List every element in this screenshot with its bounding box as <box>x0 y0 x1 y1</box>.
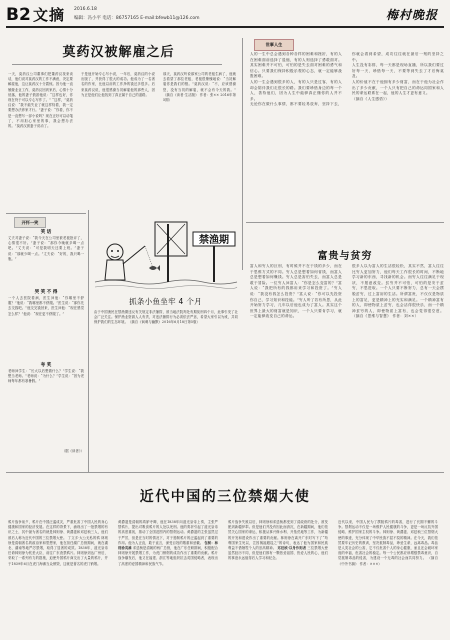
joke-text: 一个人去医院看病，医生问他：“你哪里不舒服？”他说：“我哪里都不舒服。”医生说：“那你先去交钱吧。”他交完钱回来，医生问他：“现在感觉怎么样？”他说：“现在更不舒服了。” <box>8 296 84 316</box>
paragraph: 近代以来，中国人民为了摆脱鸦片的毒害，进行了长期不懈的斗争。禁烟运动不仅是一场维护人民健康的斗争，更是一场反抗外国侵略、维护国家主权的斗争。林则徐、黄爵滋、邓廷桢三位禁烟大使的事迹，充分体现了中华民族不屈不挠的精神。在今天，我们依然要牢记历史的教训，坚决抵制毒品，珍爱生命，远离毒品。毒品是人类社会的公害，它不仅危害个人的身心健康，而且还会破坏家庭的幸福，危害社会的稳定。每一个公民都应该增强禁毒意识，自觉抵制毒品的侵害，为建设一个无毒的社会而共同努力。 <box>338 520 438 561</box>
smoke-col1 <box>8 520 108 636</box>
joke-credit: （据《读者》） <box>61 449 84 453</box>
joke-text: 丈夫对妻子说：“我今天在公司里被老板批评了，心情很不好。”妻子说：“那你今晚就多喝一点吧。”丈夫说：“可是我明天还要上班。”妻子说：“那就少喝一点。”丈夫说：“好的，我只喝一瓶。” <box>8 236 84 261</box>
smoke-col2 <box>118 520 218 636</box>
issue-date: 2016.6.18 <box>74 7 97 12</box>
paragraph: “这样，”莫药汉说：“我不能失业了就这样待着，我一定要想办法养家才行。”妻子说：“你看，你不是一直想写一部小说吗？现在正好可以动笔了，不用担心家里的事，我会想办法的。”莫药汉被妻子说动了。 <box>8 98 73 129</box>
smoke-top-rule <box>6 472 444 473</box>
sidebar-divider <box>88 210 89 472</box>
article1-col3 <box>163 72 236 200</box>
subheading: 包树：林则徐英雄 <box>118 540 218 551</box>
paragraph: 鸦片战争失败以后，林则徐和邓廷桢都受到了清政府的处分，被发配到新疆伊犁。但是他们并没有因此而消沉，在新疆期间，他们依然关心国家的命运，积极从事兴修水利、开垦荒地等工作，为新疆的开发和建设作出了重要的贡献。林则徐在离开广东时写下了“苟利国家生死以，岂因祸福避趋之”的诗句，表达了他为国家和民族利益不惜牺牲个人的崇高精神。 <box>228 520 328 551</box>
sidebar-top-rule <box>6 213 86 214</box>
subheading: 邓廷桢·以身作则者 <box>277 546 307 551</box>
cartoon-drawing <box>93 218 238 291</box>
right-column-text: 人的一生中总会遇到各种各样的困难和挫折，有的人在困难面前选择了退缩，有的人则选择了勇敢面对。其实困难并不可怕，可怕的是失去面对困难的勇气和信心。只要我们保持积极乐观的心态，就一定能够战胜困难。 人的一生会遇到很多的人，有的人只是过客，有的人却会陪伴我们走很长的路。我们要珍惜身边的每一个人，善待他们，因为人生中能够真正懂你的人并不多。 无论你在做什么事情，都不要轻易放弃，坚持下去，你就会看到希望，成功往往就在最后一刻的坚持之中。 人生没有彩排，每一天都是现场直播，所以我们要过好每一天，珍惜每一天，不要等到失去了才后悔莫及。 人的价值不在于他拥有多少财富，而在于他为社会作出了多少贡献，一个人只有把自己的命运同国家和人民的命运联系在一起，他的人生才更有意义。 （摘自《人生感悟》） <box>250 52 444 107</box>
section-title: 文摘 <box>33 6 66 24</box>
page-code: B2 <box>6 5 31 25</box>
paragraph: 鸦片战争前夕，鸦片在中国泛滥成灾，严重危害了中国人民的身心健康和国家的经济发展。在这样的背景下，涌现出了一批禁烟的有识之士，其中最为著名的就是林则徐、黄爵滋和邓廷桢三人，他们被后人称为近代中国的三位禁烟大使。 丁文孚·大公无私的鸦 <box>8 520 108 540</box>
article1-col1 <box>8 72 73 200</box>
sidebar-label: 开怀一笑 <box>21 220 39 225</box>
sidebar-header <box>14 217 46 228</box>
article-title: 莫药汉被解雇之后 <box>62 45 175 60</box>
column-divider <box>242 38 243 270</box>
article1-body <box>8 72 236 200</box>
paragraph: 于是他开始专心写小说，一年后，莫药汉的小说出版了，并获得了很大的成功。他成为了一名著名的作家，比他以前的工作挣的钱还多很多。后来莫药汉说，他很感谢当初解雇他的那些人，因为正是他们让他找到了真正属于自己的道路。 <box>81 72 155 97</box>
smoke-col3 <box>228 520 328 636</box>
article-source: （摘自《中外书摘》 作者：×××） <box>338 556 438 566</box>
joke-title: 哭 笑 不 得 <box>34 290 58 295</box>
paragraph: 邓廷桢是清朝的两广总督，他在广东任职期间，积极配合林则徐开展禁烟工作，为虎门销烟的成功作出了重要的贡献。鸦片战争爆发后，他又在福建、浙江等地组织抗击英国侵略者，表现出了高度的爱国精神和民族气节。 <box>118 546 218 566</box>
paragraph: 一天，莫药汉公司董事们把董药汉找来谈话，他们说对莫药汉的工作不满意，决定要解雇他，这让莫药汉十分震惊。因为他一直兢兢业业工作，莫药汉回到家后，心情十分低落，他的妻子鼓励他说：“这样也好，你现在终于可以专心写作了。” <box>8 72 73 103</box>
joke-title: 笑 话 <box>40 230 52 235</box>
wealth-body <box>250 264 444 439</box>
cartoon-illustration <box>93 218 238 291</box>
paragraph: 黄爵滋是清朝的鸿胪寺卿，他在1838年向道光皇帝上奏，主张严禁鸦片，提出对吸食鸦片的人处以死刑。他的奏折引起了道光皇帝的高度重视，推动了全国范围内的禁烟运动。黄爵滋的主张虽然过于严厉，但是在当时的情况下，对于遏制鸦片的泛滥起到了重要的作用。他为人正直，敢于直言，深受百姓的敬重和爱戴。 <box>118 520 218 545</box>
title-divider <box>12 64 222 65</box>
paper-name: 梅村晚报 <box>385 8 438 22</box>
joke-title: 夸 奖 <box>40 363 52 368</box>
paragraph: 三位禁烟大使虽然经历不同，但是他们都有一颗热爱祖国、热爱人民的心，他们的事迹永远值得后人学习和纪念。 <box>228 546 328 561</box>
wealth-col2 <box>352 264 444 434</box>
sidebar-jokes <box>8 229 84 464</box>
paragraph: 那天，莫药汉听说那家公司的老板生病了，他就去看望了那位老板，老板很惭愧地说：“当初解雇你是我们的错。”莫药汉说：“不，应该感谢您，没有当初的解雇，就不会有今天的我。” <box>163 72 236 92</box>
wealth-top-rule <box>246 222 444 223</box>
right-column-label: 世事人生 <box>265 42 283 47</box>
cartoon-sign: 禁渔期 <box>199 235 229 246</box>
article-source: （摘自《思维与智慧》 作者：刘××） <box>352 314 419 319</box>
paragraph: 很多人以为富人的生活很轻松，其实不然，富人往往比穷人更加努力，他们每天工作很长的时间，不断地学习新的东西，寻找新的机会。而穷人往往满足于现状，不愿意改变。贫穷并不可怕，可怕的是安于贫穷，不思进取。一个人只要不断努力，总有一天会摆脱贫穷，过上富裕的生活。所谓富贵，不仅仅是物质上的富足，更是精神上的充实和满足。一个精神富有的人，即使物质上贫穷，也会活得很快乐，而一个精神贫穷的人，即使物质上富有，也会觉得很空虚。 <box>352 264 444 313</box>
wealth-title: 富贵与贫穷 <box>317 251 373 262</box>
smoke-title: 近代中国的三位禁烟大使 <box>139 489 311 505</box>
article1-col2 <box>81 72 155 200</box>
paragraph: 林则徐是清朝著名的政治家和思想家，他在担任湖广总督期间，就在湖北、湖南等地严厉禁烟，取得了显著的成效。1838年，道光皇帝任命林则徐为钦差大臣，前往广东查禁鸦片。林则徐到达广州后，采取了一系列有力的措施，迫使外国鸦片商交出了大量的鸦片，并于1839年6月在虎门海滩当众销毁，这就是著名的虎门销烟。 <box>8 535 108 566</box>
smoke-body <box>8 520 444 636</box>
article-source: （摘自《读者·生活版》 作者：张×× 2016年第5期） <box>163 92 236 103</box>
right-column-header <box>254 39 294 51</box>
masthead-rule <box>6 26 444 28</box>
cartoon-text: 由于中国渔民在禁渔期违反有关规定非法捕捞，被当地法院判处有期徒刑四个月，此事引发了社会广泛关注。保护渔业资源人人有责，对违法捕捞行为必须依法严惩，希望大家引以为戒，共同保护我们的生态环境。（摘自《讽刺与幽默》2016年6月18日第5版） <box>94 310 238 325</box>
editor-line: 编辑：冯小平 电话：86757165 E-mail:bfewb11@126.com <box>74 16 200 21</box>
joke-text: 老师问学生：“长大以后想做什么？”学生说：“我想当老师。”老师说：“为什么？”学生说：“因为老师每年都有寒暑假。” <box>8 369 84 384</box>
cartoon-caption: 抓条小鱼坐牢 4 个月 <box>129 297 202 306</box>
wealth-col1: 富人和穷人的区别，有时候并不在于钱的多少，而在于思维方式的不同。穷人总是想着如何省钱，而富人总是想着如何赚钱。穷人总是害怕失去，而富人总是敢于冒险。一位穷人问富人：“你是怎么变富的？”富人说：“我把所有的钱都用来学习和投资了。”穷人说：“我没有钱怎么投资？”富人说：“你可以先投资你自己，学习知识和技能。”穷人听了若有所思，从此开始努力学习，几年以后他也成为了富人。其实这个世界上最大的财富就是知识，一个人只要肯学习，就一定能够改变自己的命运。 <box>250 264 342 319</box>
smoke-col4 <box>338 520 438 636</box>
